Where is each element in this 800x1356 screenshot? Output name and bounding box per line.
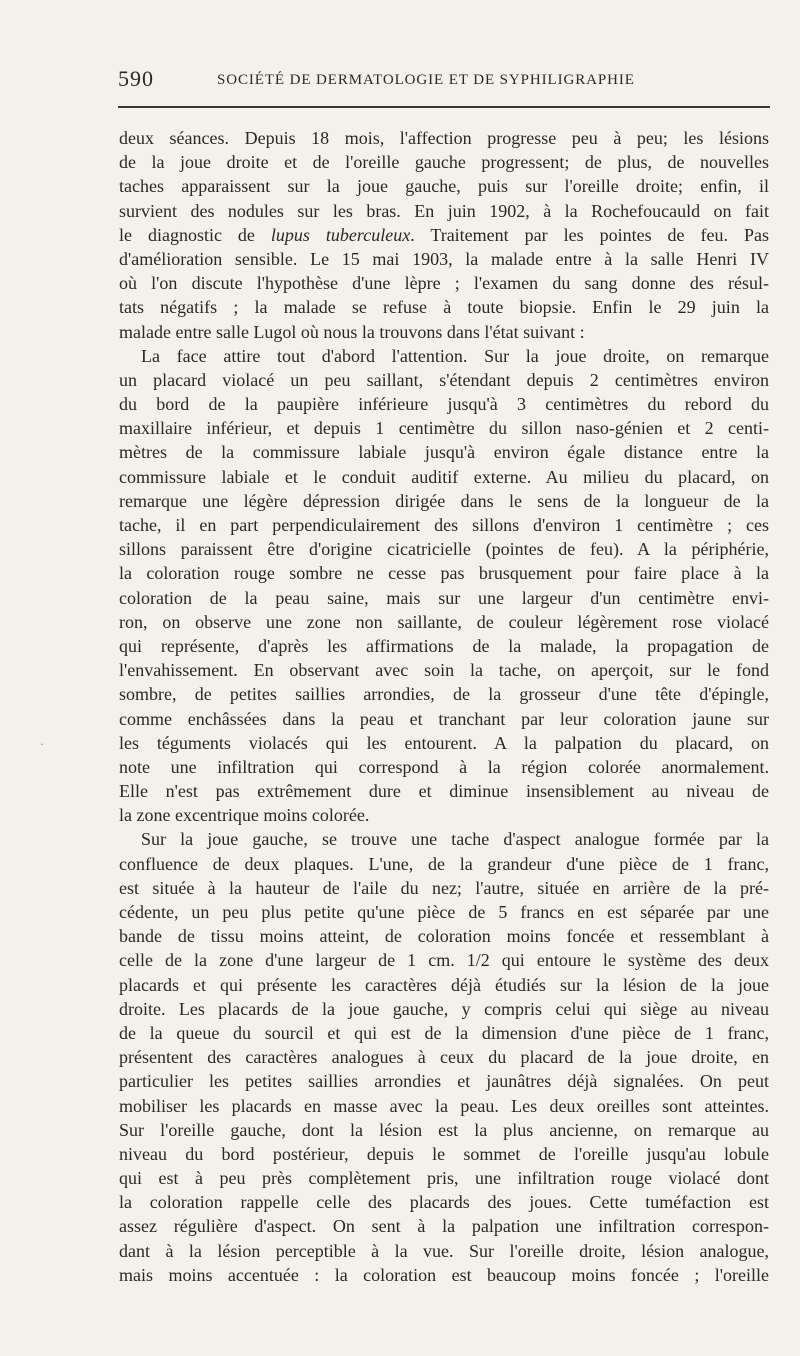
text-line: taches apparaissent sur la joue gauche, puis sur l'oreille droite; enfin, il <box>119 176 769 197</box>
text-line: celle de la zone d'une largeur de 1 cm. 1/2 qui entoure le système des deux <box>119 950 769 971</box>
running-title: SOCIÉTÉ DE DERMATOLOGIE ET DE SYPHILIGRAPHIE <box>217 72 635 88</box>
text-line: malade entre salle Lugol où nous la trouvons dans l'état suivant : <box>119 321 585 342</box>
text-line: coloration de la peau saine, mais sur une largeur d'un centimètre envi- <box>119 587 769 608</box>
text-line: niveau du bord postérieur, depuis le sommet de l'oreille jusqu'au lobule <box>119 1143 769 1164</box>
italic-term: lupus tuberculeux <box>270 224 411 245</box>
text-line: tache, il en part perpendiculairement des sillons d'environ 1 centimètre ; ces <box>119 515 769 535</box>
text-line: où l'on discute l'hypothèse d'une lèpre ; l'examen du sang donne des résul- <box>119 273 769 294</box>
text-line: mètres de la commissure labiale jusqu'à environ égale distance entre la <box>119 442 769 463</box>
text-line: sillons paraissent être d'origine cicatricielle (pointes de feu). A la périphérie, <box>119 539 769 560</box>
text-line: ron, on observe une zone non saillante, de couleur légèrement rose violacé <box>119 611 769 632</box>
text-line: maxillaire inférieur, et depuis 1 centimètre du sillon naso-génien et 2 centi- <box>119 418 769 439</box>
text-line: particulier les petites saillies arrondies et jaunâtres déjà signalées. On peut <box>119 1071 769 1092</box>
body-text <box>119 126 769 1287</box>
text-line: bande de tissu moins atteint, de coloration moins foncée et ressemblant à <box>119 926 769 947</box>
text-line: du bord de la paupière inférieure jusqu'à 3 centimètres du rebord du <box>119 394 769 415</box>
text-line: note une infiltration qui correspond à la région colorée anormalement. <box>119 756 769 777</box>
text-line: les téguments violacés qui les entourent. A la palpation du placard, on <box>119 732 769 753</box>
text-line: assez régulière d'aspect. On sent à la palpation une infiltration correspon- <box>119 1216 769 1237</box>
text-line: est située à la hauteur de l'aile du nez; l'autre, située en arrière de la pré- <box>119 877 769 898</box>
text-line: mobiliser les placards en masse avec la peau. Les deux oreilles sont atteintes. <box>119 1095 769 1116</box>
margin-speck: · <box>40 738 44 751</box>
text-line: survient des nodules sur les bras. En juin 1902, à la Rochefoucauld on fait <box>119 200 769 221</box>
text-line: tats négatifs ; la malade se refuse à toute biopsie. Enfin le 29 juin la <box>119 297 769 318</box>
text-line: commissure labiale et le conduit auditif externe. Au milieu du placard, on <box>119 466 769 487</box>
text-line: deux séances. Depuis 18 mois, l'affection progresse peu à peu; les lésions <box>119 128 769 148</box>
text-line: La face attire tout d'abord l'attention. Sur la joue droite, on remarque <box>141 345 769 366</box>
text-line: placards et qui présente les caractères déjà étudiés sur la lésion de la joue <box>119 974 769 995</box>
header-rule <box>118 106 770 108</box>
text-line: Sur l'oreille gauche, dont la lésion est la plus ancienne, on remarque au <box>119 1119 769 1140</box>
text-run: le diagnostic de <box>119 224 271 245</box>
text-line: cédente, un peu plus petite qu'une pièce de 5 francs en est séparée par une <box>119 902 769 922</box>
text-line: mais moins accentuée : la coloration est beaucoup moins foncée ; l'oreille <box>119 1264 769 1285</box>
text-line: remarque une légère dépression dirigée dans le sens de la longueur de la <box>119 490 769 511</box>
text-line: la coloration rappelle celle des placards des joues. Cette tuméfaction est <box>119 1192 769 1213</box>
text-run: . Traitement par les pointes de feu. Pas <box>410 224 769 245</box>
text-line: l'envahissement. En observant avec soin la tache, on aperçoit, sur le fond <box>119 660 769 681</box>
text-line: d'amélioration sensible. Le 15 mai 1903, la malade entre à la salle Henri IV <box>119 248 769 269</box>
text-line: la coloration rouge sombre ne cesse pas brusquement pour faire place à la <box>119 563 769 584</box>
text-line: qui est à peu près complètement pris, une infiltration rouge violacé dont <box>119 1168 769 1189</box>
text-line: Elle n'est pas extrêmement dure et diminue insensiblement au niveau de <box>119 781 769 802</box>
text-line: de la queue du sourcil et qui est de la dimension d'une pièce de 1 franc, <box>119 1022 769 1043</box>
text-line: un placard violacé un peu saillant, s'étendant depuis 2 centimètres environ <box>119 369 769 390</box>
text-line: la zone excentrique moins colorée. <box>119 805 370 826</box>
text-line: sombre, de petites saillies arrondies, de la grosseur d'une tête d'épingle, <box>119 684 769 705</box>
text-line <box>119 223 769 247</box>
text-line: qui représente, d'après les affirmations de la malade, la propagation de <box>119 635 769 656</box>
text-line: présentent des caractères analogues à ceux du placard de la joue droite, en <box>119 1047 769 1068</box>
text-line: confluence de deux plaques. L'une, de la grandeur d'une pièce de 1 franc, <box>119 853 769 874</box>
text-line: dant à la lésion perceptible à la vue. Sur l'oreille droite, lésion analogue, <box>119 1240 769 1261</box>
text-line: droite. Les placards de la joue gauche, y compris celui qui siège au niveau <box>119 998 769 1019</box>
page-number: 590 <box>118 66 154 91</box>
text-line: comme enchâssées dans la peau et tranchant par leur coloration jaune sur <box>119 708 769 729</box>
text-line: de la joue droite et de l'oreille gauche progressent; de plus, de nouvelles <box>119 152 769 173</box>
text-line: Sur la joue gauche, se trouve une tache d'aspect analogue formée par la <box>141 829 769 850</box>
page-header <box>118 66 770 98</box>
